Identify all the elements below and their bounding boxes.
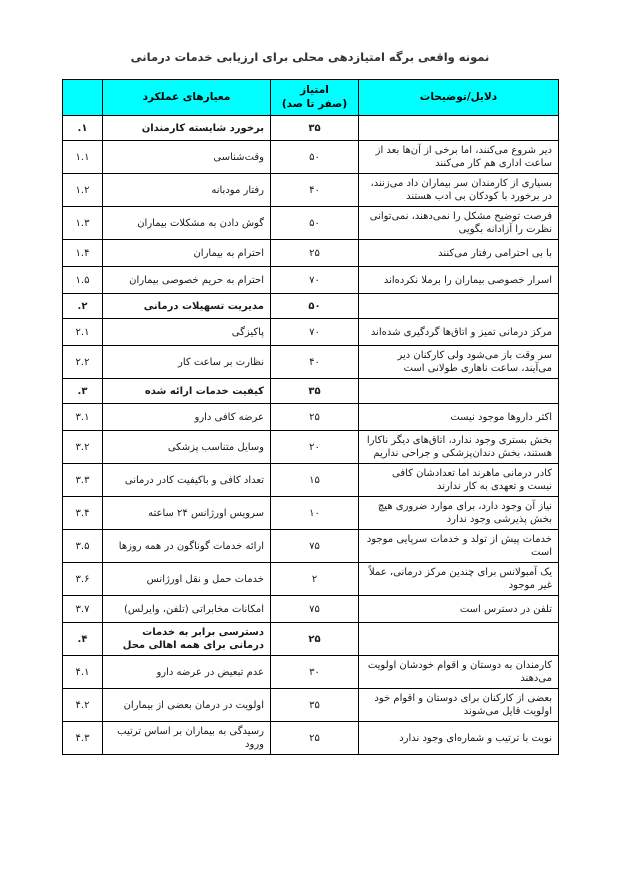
scoring-table: [62, 79, 559, 755]
table-header-row: [63, 80, 559, 116]
table-row: [63, 431, 559, 464]
reason-cell: نوبت با ترتیب و شماره‌ای وجود ندارد: [359, 722, 559, 755]
reason-cell: با بی احترامی رفتار می‌کنند: [359, 240, 559, 267]
criterion-cell: کیفیت خدمات ارائه شده: [103, 379, 271, 404]
criterion-cell: تعداد کافی و باکیفیت کادر درمانی: [103, 464, 271, 497]
reason-cell: دیر شروع می‌کنند، اما برخی از آن‌ها بعد از ساعت اداری هم کار می‌کنند: [359, 141, 559, 174]
table-row: [63, 116, 559, 141]
criterion-cell: مدیریت تسهیلات درمانی: [103, 294, 271, 319]
score-cell: ۳۰: [271, 656, 359, 689]
row-number-cell: .۱: [63, 116, 103, 141]
score-cell: ۲۵: [271, 623, 359, 656]
header-criteria-cell: معیارهای عملکرد: [103, 80, 271, 116]
table-row: [63, 174, 559, 207]
header-reasons-cell: دلایل/توضیحات: [359, 80, 559, 116]
table-row: [63, 319, 559, 346]
table-row: [63, 404, 559, 431]
table-row: [63, 346, 559, 379]
criterion-cell: خدمات حمل و نقل اورژانس: [103, 563, 271, 596]
score-cell: ۷۰: [271, 319, 359, 346]
table-row: [63, 379, 559, 404]
page-title: نمونه واقعی برگه امتیازدهی محلی برای ارزیابی خدمات درمانی: [130, 50, 490, 64]
criterion-cell: احترام به حریم خصوصی بیماران: [103, 267, 271, 294]
score-cell: ۵۰: [271, 207, 359, 240]
row-number-cell: ۱.۴: [63, 240, 103, 267]
score-cell: ۱۰: [271, 497, 359, 530]
row-number-cell: ۲.۱: [63, 319, 103, 346]
criterion-cell: پاکیزگی: [103, 319, 271, 346]
row-number-cell: ۴.۲: [63, 689, 103, 722]
reason-cell: [359, 116, 559, 141]
reason-cell: یک آمبولانس برای چندین مرکز درمانی، عملاً غیر موجود: [359, 563, 559, 596]
criterion-cell: رسیدگی به بیماران بر اساس ترتیب ورود: [103, 722, 271, 755]
score-cell: ۴۰: [271, 346, 359, 379]
reason-cell: [359, 379, 559, 404]
table-row: [63, 464, 559, 497]
header-score-range: (صفر تا صد): [281, 97, 348, 110]
score-cell: ۴۰: [271, 174, 359, 207]
table-row: [63, 207, 559, 240]
row-number-cell: .۴: [63, 623, 103, 656]
row-number-cell: .۲: [63, 294, 103, 319]
row-number-cell: ۳.۲: [63, 431, 103, 464]
row-number-cell: ۳.۱: [63, 404, 103, 431]
reason-cell: [359, 623, 559, 656]
row-number-cell: ۳.۵: [63, 530, 103, 563]
score-cell: ۲۵: [271, 240, 359, 267]
reason-cell: اکثر داروها موجود نیست: [359, 404, 559, 431]
table-row: [63, 722, 559, 755]
reason-cell: خدمات پیش از تولد و خدمات سرپایی موجود است: [359, 530, 559, 563]
score-cell: ۷۵: [271, 596, 359, 623]
reason-cell: بسیاری از کارمندان سر بیماران داد می‌زنند، در برخورد با کودکان بی ادب هستند: [359, 174, 559, 207]
table-row: [63, 240, 559, 267]
row-number-cell: ۳.۷: [63, 596, 103, 623]
reason-cell: مرکز درمانی تمیز و اتاق‌ها گردگیری شده‌اند: [359, 319, 559, 346]
row-number-cell: ۳.۳: [63, 464, 103, 497]
reason-cell: کارمندان به دوستان و اقوام خودشان اولویت می‌دهند: [359, 656, 559, 689]
criterion-cell: احترام به بیماران: [103, 240, 271, 267]
header-number-cell: [63, 80, 103, 116]
score-cell: ۵۰: [271, 141, 359, 174]
table-row: [63, 689, 559, 722]
table-row: [63, 596, 559, 623]
row-number-cell: ۴.۳: [63, 722, 103, 755]
row-number-cell: ۱.۵: [63, 267, 103, 294]
criterion-cell: دسترسی برابر به خدمات درمانی برای همه اهالی محل: [103, 623, 271, 656]
table-row: [63, 623, 559, 656]
reason-cell: کادر درمانی ماهرند اما تعدادشان کافی نیست و تعهدی به کار ندارند: [359, 464, 559, 497]
criterion-cell: عدم تبعیض در عرضه دارو: [103, 656, 271, 689]
row-number-cell: ۳.۴: [63, 497, 103, 530]
score-cell: ۷۵: [271, 530, 359, 563]
header-score-cell: [271, 80, 359, 116]
score-cell: ۲: [271, 563, 359, 596]
table-row: [63, 656, 559, 689]
table-row: [63, 563, 559, 596]
criterion-cell: وسایل متناسب پزشکی: [103, 431, 271, 464]
table-row: [63, 530, 559, 563]
row-number-cell: ۳.۶: [63, 563, 103, 596]
criterion-cell: سرویس اورژانس ۲۴ ساعته: [103, 497, 271, 530]
criterion-cell: امکانات مخابراتی (تلفن، وایرلس): [103, 596, 271, 623]
row-number-cell: .۳: [63, 379, 103, 404]
criterion-cell: ارائه خدمات گوناگون در همه روزها: [103, 530, 271, 563]
row-number-cell: ۲.۲: [63, 346, 103, 379]
table-row: [63, 141, 559, 174]
score-cell: ۱۵: [271, 464, 359, 497]
header-score-label: امتیاز: [300, 83, 329, 96]
score-cell: ۵۰: [271, 294, 359, 319]
reason-cell: بخش بستری وجود ندارد، اتاق‌های دیگر ناکارا هستند، بخش دندان‌پزشکی و جراحی نداریم: [359, 431, 559, 464]
criterion-cell: رفتار مودبانه: [103, 174, 271, 207]
table-row: [63, 267, 559, 294]
criterion-cell: نظارت بر ساعت کار: [103, 346, 271, 379]
row-number-cell: ۱.۲: [63, 174, 103, 207]
reason-cell: [359, 294, 559, 319]
score-cell: ۲۰: [271, 431, 359, 464]
score-cell: ۳۵: [271, 116, 359, 141]
reason-cell: فرصت توضیح مشکل را نمی‌دهند، نمی‌توانی نظرت را آزادانه بگویی: [359, 207, 559, 240]
reason-cell: تلفن در دسترس است: [359, 596, 559, 623]
table-row: [63, 294, 559, 319]
reason-cell: بعضی از کارکنان برای دوستان و اقوام خود اولویت قایل می‌شوند: [359, 689, 559, 722]
criterion-cell: عرضه کافی دارو: [103, 404, 271, 431]
table-row: [63, 497, 559, 530]
reason-cell: اسرار خصوصی بیماران را برملا نکرده‌اند: [359, 267, 559, 294]
criterion-cell: برخورد شایسته کارمندان: [103, 116, 271, 141]
row-number-cell: ۴.۱: [63, 656, 103, 689]
table-body: [63, 116, 559, 755]
score-cell: ۳۵: [271, 379, 359, 404]
score-cell: ۲۵: [271, 404, 359, 431]
row-number-cell: ۱.۱: [63, 141, 103, 174]
criterion-cell: گوش دادن به مشکلات بیماران: [103, 207, 271, 240]
score-cell: ۷۰: [271, 267, 359, 294]
criterion-cell: وقت‌شناسی: [103, 141, 271, 174]
row-number-cell: ۱.۳: [63, 207, 103, 240]
reason-cell: سر وقت باز می‌شود ولی کارکنان دیر می‌آیند، ساعت ناهاری طولانی است: [359, 346, 559, 379]
score-cell: ۳۵: [271, 689, 359, 722]
criterion-cell: اولویت در درمان بعضی از بیماران: [103, 689, 271, 722]
reason-cell: نیاز آن وجود دارد، برای موارد ضروری هیچ بخش پذیرشی وجود ندارد: [359, 497, 559, 530]
score-cell: ۲۵: [271, 722, 359, 755]
